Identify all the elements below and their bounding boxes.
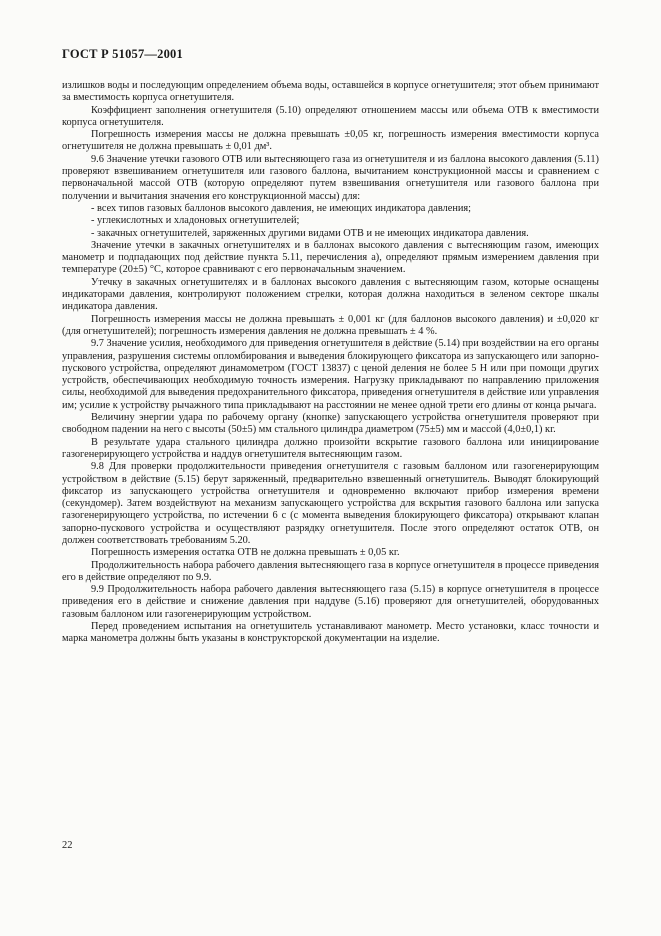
- standard-header: ГОСТ Р 51057—2001: [62, 47, 183, 61]
- paragraph: Значение утечки в закачных огнетушителях и в баллонах высокого давления с вытесняющим газом, имеющих манометр и подпадающих под действие пункта 5.11, перечисления а), определяют прямым измерением давления при температуре (20±5) °С, которое сравнивают с его первоначальным значением.: [62, 239, 599, 276]
- paragraph: В результате удара стального цилиндра должно произойти вскрытие газового баллона или инициирование газогенерирующего устройства и наддув огнетушителя вытесняющим газом.: [62, 436, 599, 460]
- list-item: - всех типов газовых баллонов высокого давления, не имеющих индикатора давления;: [91, 202, 472, 214]
- paragraph: Погрешность измерения массы не должна превышать ±0,05 кг, погрешность измерения вместимости корпуса огнетушителя не должна превышать ± 0,01 дм³.: [62, 129, 599, 153]
- section-9-6: 9.6 Значение утечки газового ОТВ или вытесняющего газа из огнетушителя и из баллона высокого давления (5.11) проверяют взвешиванием огнетушителя или газового баллона, вычитанием конструкционной массы и сравнением с первоначальной массой ОТВ (которую определяют путем взвешивания огнетушителя или газового баллона при получении и вычитания значения его конструкционной массы) для:: [62, 153, 599, 202]
- paragraph: Погрешность измерения остатка ОТВ не должна превышать ± 0,05 кг.: [91, 547, 400, 559]
- paragraph: Коэффициент заполнения огнетушителя (5.10) определяют отношением массы или объема ОТВ к вместимости корпуса огнетушителя.: [62, 104, 599, 128]
- list-item: - закачных огнетушителей, заряженных другими видами ОТВ и не имеющих индикатора давления.: [91, 227, 529, 239]
- list-item: - углекислотных и хладоновых огнетушителей;: [91, 215, 300, 227]
- paragraph: Погрешность измерения массы не должна превышать ± 0,001 кг (для баллонов высокого давления) и ±0,020 кг (для огнетушителей); погрешность измерения давления не должна превышать ± 4 %.: [62, 313, 599, 337]
- paragraph: Перед проведением испытания на огнетушитель устанавливают манометр. Место установки, класс точности и марка манометра должны быть указаны в конструкторской документации на изделие.: [62, 621, 599, 645]
- paragraph: Утечку в закачных огнетушителях и в баллонах высокого давления с вытесняющим газом, которые оснащены индикаторами давления, контролируют положением стрелки, которая должна находиться в зеленом секторе шкалы индикатора давления.: [62, 276, 599, 313]
- document-body: [62, 80, 599, 646]
- page-number: 22: [62, 840, 73, 851]
- section-9-8: 9.8 Для проверки продолжительности приведения огнетушителя с газовым баллоном или газогенерирующим устройством в действие (5.15) берут заряженный, предварительно взвешенный огнетушитель. Выводят блокирующий фиксатор из запускающего устройства огнетушителя и одновременно включают прибор измерения времени (секундомер). Затем воздействуют на механизм запускающего устройства для вскрытия газового баллона или запуска газогенерирующего устройства, по истечении 6 с (с момента выведения блокирующего фиксатора) открывают клапан запорно-пускового устройства и осуществляют разрядку огнетушителя. После этого определяют остаток ОТВ, он должен соответствовать требованиям 5.20.: [62, 461, 599, 546]
- section-9-9: 9.9 Продолжительность набора рабочего давления вытесняющего газа (5.15) в корпусе огнетушителя в процессе приведения его в действие и снижение давления при наддуве (5.16) проверяют для огнетушителей, оборудованных газовым баллоном или газогенерирующим устройством.: [62, 584, 599, 620]
- section-9-7: 9.7 Значение усилия, необходимого для приведения огнетушителя в действие (5.14) при воздействии на его органы управления, разрушения системы опломбирования и выведения блокирующего фиксатора из запускающего или запорно-пускового устройства, определяют динамометром (ГОСТ 13837) с ценой деления не более 5 Н или при помощи других устройств, обеспечивающих необходимую точность измерения. Нагрузку прикладывают по направлению приложения силы, необходимой для выведения предохранительного фиксатора, приведения огнетушителя в действие или управления им; усилие к устройству рычажного типа прикладывают на расстоянии не менее одной трети его длины от конца рычага.: [62, 338, 599, 411]
- paragraph: Величину энергии удара по рабочему органу (кнопке) запускающего устройства огнетушителя проверяют при свободном падении на него с высоты (50±5) мм стального цилиндра диаметром (75±5) мм и массой (4,0±0,1) кг.: [62, 412, 599, 436]
- paragraph: излишков воды и последующим определением объема воды, оставшейся в корпусе огнетушителя; этот объем принимают за вместимость корпуса огнетушителя.: [62, 80, 599, 104]
- paragraph: Продолжительность набора рабочего давления вытесняющего газа в корпусе огнетушителя в процессе приведения его в действие определяют по 9.9.: [62, 559, 599, 583]
